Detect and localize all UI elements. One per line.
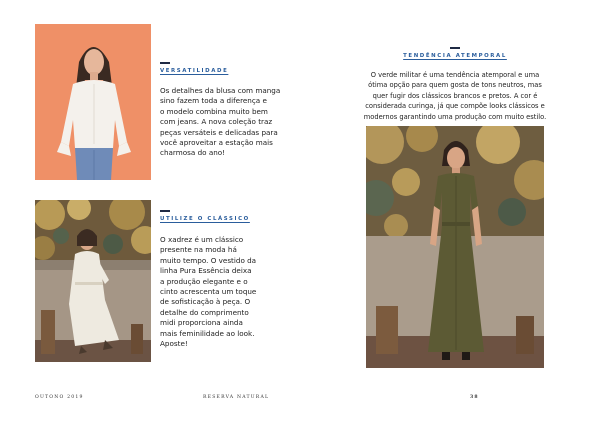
text-line: ótima opção para quem gosta de tons neutros, mas — [368, 81, 542, 90]
heading-rule-tendencia — [450, 47, 460, 49]
text-line: Os detalhes da blusa com manga — [160, 86, 281, 95]
heading-tendencia-atemporal: TENDÊNCIA ATEMPORAL — [403, 53, 507, 59]
text-line: mais feminilidade ao look. — [160, 328, 255, 338]
text-line: sino fazem toda a diferença e — [160, 96, 267, 106]
text-line: a produção elegante e o — [160, 276, 248, 286]
article-utilize-o-classico — [160, 235, 280, 349]
text-line: com jeans. A nova coleção traz — [160, 117, 273, 127]
text-line: detalhe do comprimento — [160, 307, 249, 317]
text-line: charmosa do ano! — [160, 148, 226, 158]
heading-utilize-o-classico: UTILIZE O CLÁSSICO — [160, 216, 250, 222]
photo-white-blouse — [35, 24, 151, 180]
heading-rule-versatilidade — [160, 62, 170, 64]
text-line: modernos garantindo uma produção com muito estilo. — [363, 112, 547, 121]
footer-magazine-title: RESERVA NATURAL — [203, 395, 270, 400]
text-line: considerada curinga, já que compõe looks clássicos e — [365, 102, 545, 111]
text-line: midi proporciona ainda — [160, 318, 243, 328]
text-line: muito tempo. O vestido da — [160, 255, 257, 265]
text-line: cinto acrescenta um toque — [160, 287, 257, 297]
heading-versatilidade: VERSATILIDADE — [160, 68, 229, 74]
text-line: peças versáteis e delicadas para — [160, 127, 278, 137]
text-line: presente na moda há — [160, 245, 237, 255]
photo-olive-dress — [366, 126, 544, 368]
heading-rule-classico — [160, 210, 170, 212]
text-line: de sofisticação à peça. O — [160, 297, 251, 307]
text-line: Aposte! — [160, 339, 188, 349]
text-line: quer fugir dos clássicos brancos e pretos. A cor é — [372, 91, 538, 100]
text-line: O xadrez é um clássico — [160, 235, 244, 244]
article-tendencia-atemporal — [360, 70, 550, 122]
footer-page-number: 38 — [470, 395, 479, 400]
text-line: O verde militar é uma tendência atemporal e uma — [370, 71, 540, 79]
text-line: você aproveitar a estação mais — [160, 138, 273, 148]
footer-season: OUTONO 2019 — [35, 395, 84, 400]
article-versatilidade — [160, 86, 281, 159]
text-line: linha Pura Essência deixa — [160, 266, 252, 276]
text-line: o modelo combina muito bem — [160, 106, 268, 116]
photo-cream-dress — [35, 200, 151, 362]
